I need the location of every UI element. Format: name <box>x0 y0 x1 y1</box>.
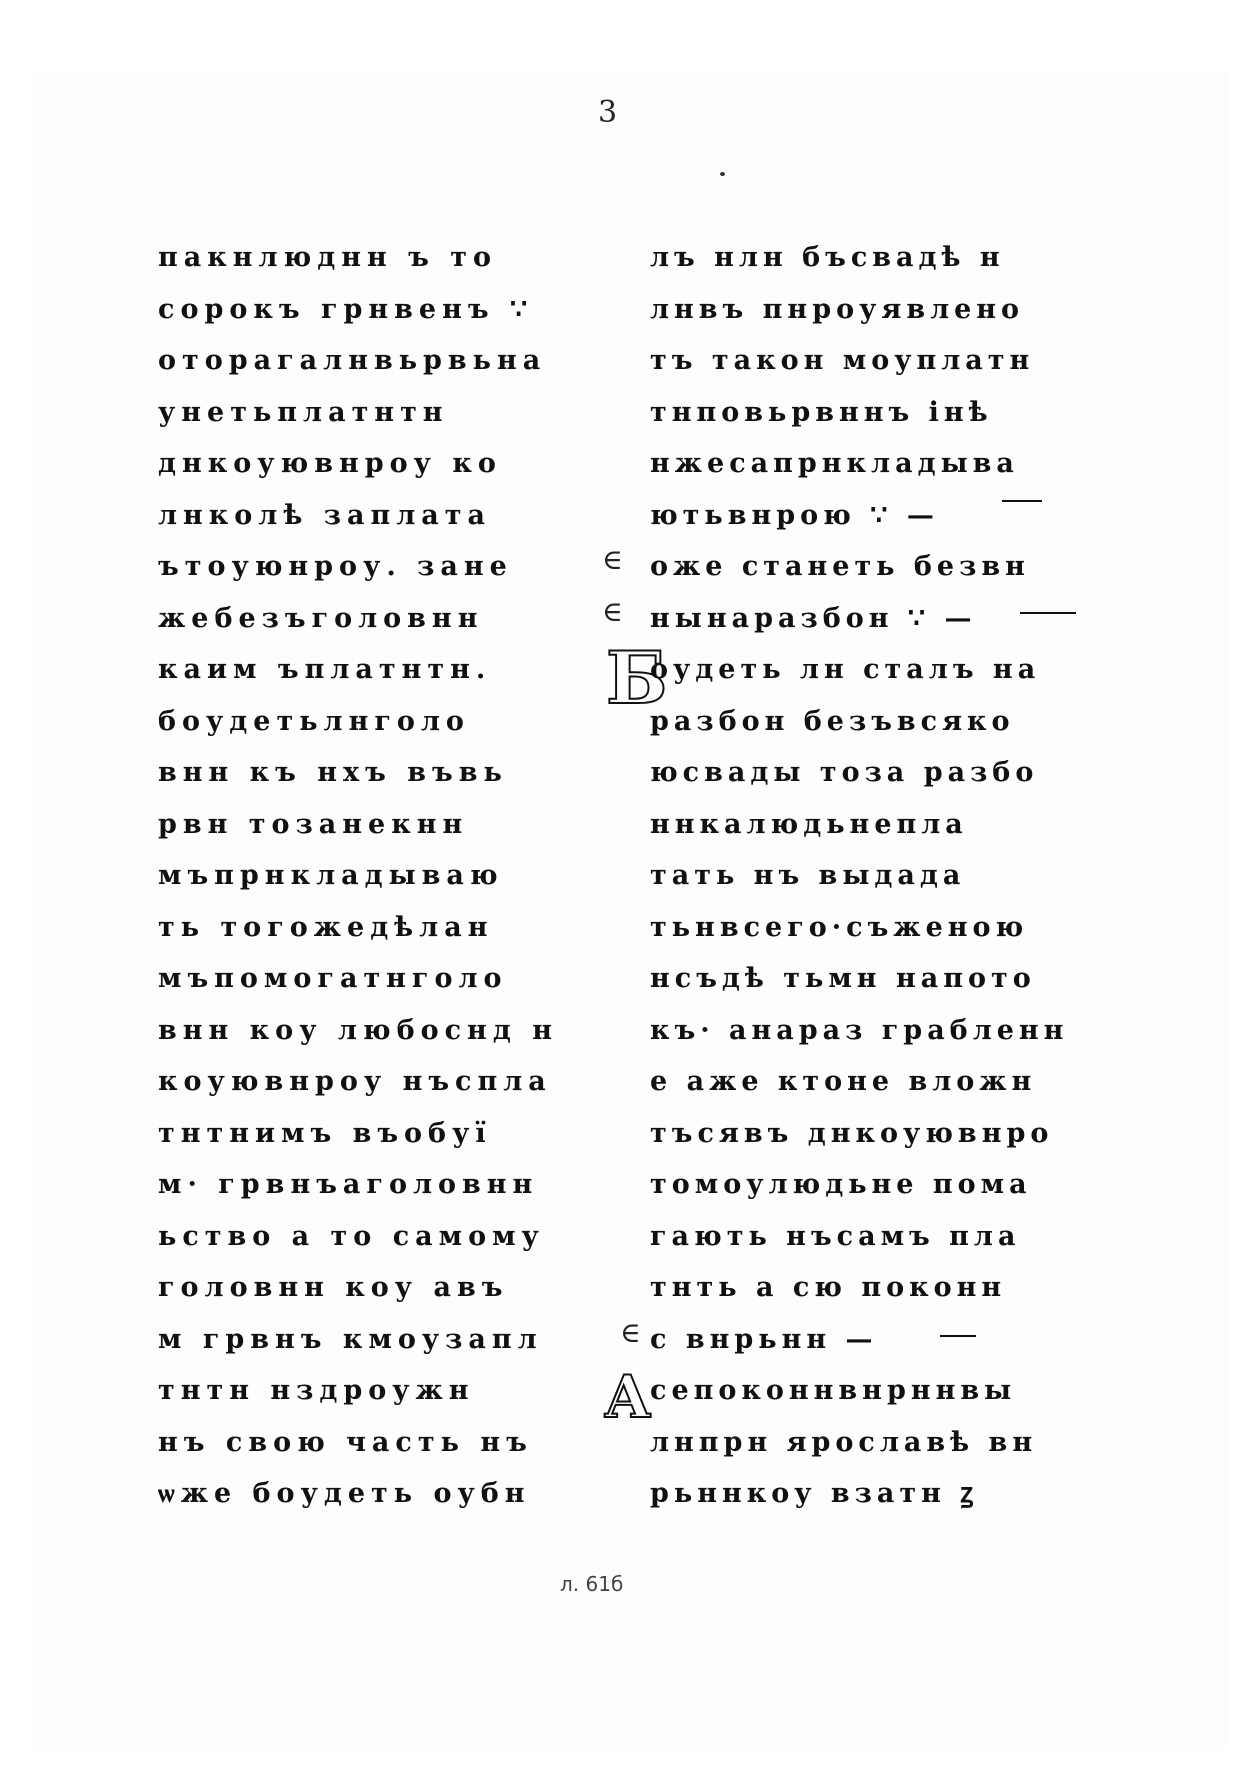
margin-mark-3: ∈ <box>620 1316 641 1349</box>
right-column-line: с внрьнн — <box>650 1323 878 1355</box>
right-column-line: томоулюдьне пома <box>650 1169 1032 1200</box>
right-column-line: разбон безъвсяко <box>650 705 1015 737</box>
right-column-line: е аже ктоне вложн <box>650 1066 1037 1097</box>
left-column-line: ть тогожедѣлан <box>158 911 494 943</box>
left-column-line: ътоуюнроу. зане <box>158 551 513 582</box>
left-column-line: жебезъголовнн <box>158 602 484 634</box>
right-column-line: нсъдѣ тьмн напото <box>650 963 1036 994</box>
right-text-column <box>650 232 1110 1552</box>
line-end-dash <box>1002 500 1042 502</box>
right-column-line: къ· анараз грабленн <box>650 1014 1069 1046</box>
right-column-line: тнть а сю поконн <box>650 1272 1007 1303</box>
left-column-line: внн коу любоснд н <box>158 1014 558 1046</box>
right-column-line: юсвады тоза разбо <box>650 757 1039 788</box>
left-column-line: м грвнъ кмоузапл <box>158 1323 543 1355</box>
right-column-line: ютьвнрою ∵ — <box>650 499 939 531</box>
left-column-line: мъпомогатнголо <box>158 963 508 994</box>
right-column-line: тнповьрвннъ інѣ <box>650 396 993 428</box>
left-column-line: боудетьлнголо <box>158 705 470 737</box>
right-column-line: рьннкоу взатн ꙁ <box>650 1478 979 1509</box>
right-column-line: тьнвсего·съженою <box>650 911 1029 943</box>
line-end-dash <box>940 1335 976 1337</box>
left-column-line: ѡже боудеть оубн <box>158 1478 531 1509</box>
left-column-line: головнн коу авъ <box>158 1272 509 1303</box>
right-column-line: оудеть лн сталъ на <box>650 654 1041 685</box>
left-column-line: ьство а то самому <box>158 1220 545 1252</box>
left-column-line: м· грвнъаголовнн <box>158 1169 539 1200</box>
margin-mark-2: ∈ <box>602 595 623 628</box>
left-column-line: сорокъ грнвенъ ∵ <box>158 293 534 325</box>
right-column-line: нжесапрнкладыва <box>650 448 1019 479</box>
left-column-line: внн къ нхъ въвь <box>158 757 508 788</box>
line-end-dash <box>1020 612 1076 614</box>
right-column-line: лъ нлн бъсвадѣ н <box>650 242 1005 273</box>
left-column-line: унетьплатнтн <box>158 396 449 428</box>
right-column-line: сепоконнвнрннвы <box>650 1375 1017 1406</box>
left-column-line: каим ъплатнтн. <box>158 654 492 685</box>
right-column-line: тъсявъ днкоуювнро <box>650 1117 1054 1149</box>
right-column-line: тать нъ выдада <box>650 860 966 891</box>
left-column-line: оторагалнвьрвьна <box>158 345 547 376</box>
left-column-line: рвн тозанекнн <box>158 808 469 840</box>
right-column-line: оже станеть безвн <box>650 551 1030 582</box>
ink-speck <box>720 172 725 176</box>
right-column-line: гають нъсамъ пла <box>650 1220 1021 1252</box>
left-column-line: лнколѣ заплата <box>158 499 491 531</box>
left-column-line: коуювнроу нъспла <box>158 1066 552 1097</box>
left-column-line: пакнлюднн ъ то <box>158 242 498 273</box>
initial-letter-b: Б <box>606 635 668 720</box>
page-number: 3 <box>598 95 618 130</box>
right-column-line: тъ такон моуплатн <box>650 345 1035 376</box>
left-column-line: тнтнимъ въобуї <box>158 1117 492 1149</box>
left-text-column <box>158 232 598 1552</box>
margin-mark-1: ∈ <box>602 543 623 576</box>
left-column-line: мъпрнкладываю <box>158 860 504 891</box>
initial-letter-a: А <box>604 1363 652 1431</box>
left-column-line: тнтн нздроужн <box>158 1375 475 1406</box>
right-column-line: лнвъ пнроуявлено <box>650 293 1025 325</box>
right-column-line: лнпрн ярославѣ вн <box>650 1426 1038 1458</box>
right-column-line: нынаразбон ∵ — <box>650 602 977 634</box>
right-column-line: ннкалюдьнепла <box>650 808 968 840</box>
left-column-line: днкоуювнроу ко <box>158 448 502 479</box>
left-column-line: нъ свою часть нъ <box>158 1426 533 1458</box>
folio-note: л. 61б <box>560 1572 624 1596</box>
